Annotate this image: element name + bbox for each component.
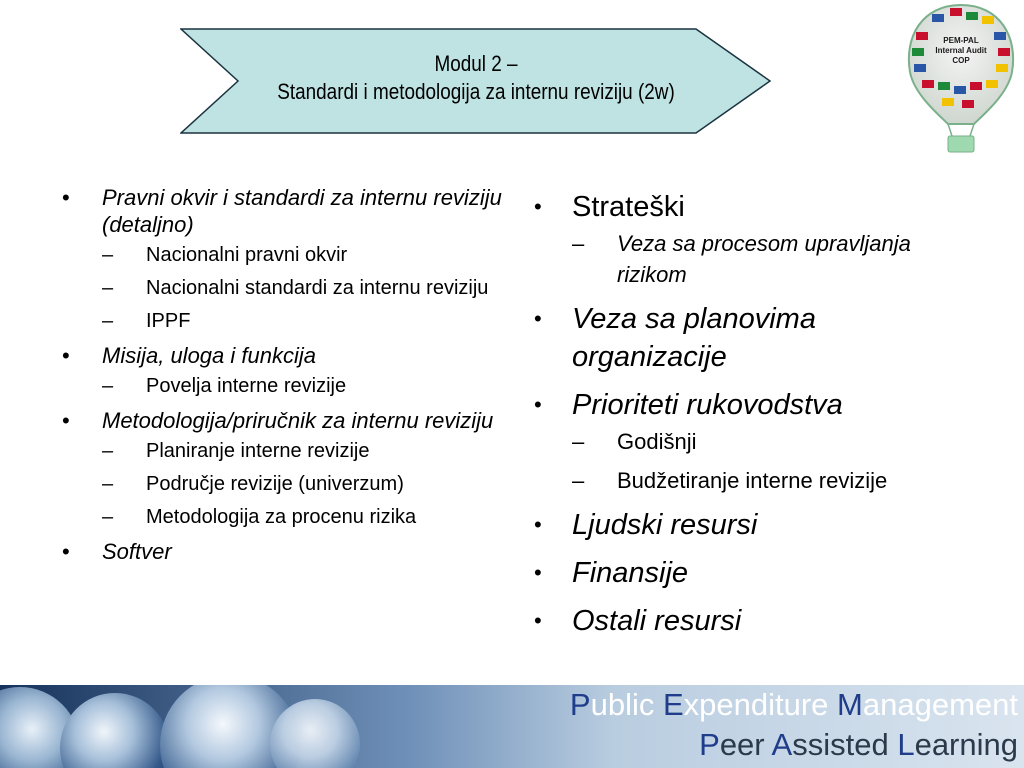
list-item [60,538,520,565]
dash-icon: – [572,231,585,256]
sub-list-item-text: Povelja interne revizije [146,375,347,397]
footer-text: eer [719,727,772,762]
dash-icon: – [102,277,114,299]
sub-list-item-text: Nacionalni pravni okvir [146,244,348,266]
sub-list-item [102,243,520,268]
bullet-icon: • [534,392,542,417]
footer-cap: P [699,727,720,762]
bullet-icon: • [534,306,542,331]
sub-list-item [572,465,950,496]
dash-icon: – [102,244,114,266]
list-item [530,386,950,496]
dash-icon: – [102,310,114,332]
bullet-icon: • [534,512,542,537]
footer-cap: E [662,687,684,722]
sub-list-item-text: Nacionalni standardi za internu reviziju [146,277,489,299]
bullet-icon: • [62,185,70,210]
sub-list-item [102,439,520,464]
list-item-text: Strateški [572,191,685,223]
bullet-icon: • [62,408,70,433]
sub-list-item [572,228,950,290]
dash-icon: – [572,468,585,493]
list-item-text: Ostali resursi [572,605,742,637]
slide-title-line2: Standardi i metodologija za internu reviziju (2w) [277,79,675,104]
balloon-icon [902,2,1020,154]
list-item-text: Metodologija/priručnik za internu reviziju [102,408,494,433]
sub-list-item [572,426,950,457]
list-item-text: Veza sa planovima organizacije [572,303,816,373]
footer-text: ublic [590,687,663,722]
bullet-icon: • [534,194,542,219]
footer-cap: P [569,687,591,722]
list-item [530,300,950,376]
bullet-icon: • [62,539,70,564]
list-item-text: Pravni okvir i standardi za internu reviziju (detaljno) [102,185,502,237]
logo-label-line1: PEM-PAL [943,36,979,45]
footer-text: anagement [862,687,1018,722]
slide-title-line1: Modul 2 – [434,51,518,76]
footer-text: earning [914,727,1018,762]
footer-cap: M [837,687,863,722]
bullet-icon: • [62,343,70,368]
dash-icon: – [572,429,585,454]
dash-icon: – [102,440,114,462]
footer-line-1 [570,687,1018,723]
list-item [530,602,950,640]
list-item [530,506,950,544]
logo-label-line2: Internal Audit [935,46,987,55]
list-item [60,407,520,530]
footer-line-2 [699,727,1018,763]
footer-cap: A [771,727,793,762]
bullet-icon: • [534,608,542,633]
sub-list-item [102,505,520,530]
list-item-text: Misija, uloga i funkcija [102,343,316,368]
footer-text: xpenditure [683,687,838,722]
title-banner [180,28,772,134]
list-item-text: Prioriteti rukovodstva [572,389,843,421]
sub-list-item [102,374,520,399]
logo-label-line3: COP [952,56,970,65]
footer-cap: L [897,727,915,762]
sub-list-item-text: IPPF [146,310,191,332]
list-item-text: Softver [102,539,172,564]
dash-icon: – [102,473,114,495]
sub-list-item [102,309,520,334]
slide-title [221,50,730,106]
sub-list-item-text: Planiranje interne revizije [146,440,370,462]
sub-list-item-text: Metodologija za procenu rizika [146,506,417,528]
sub-list-item-text: Godišnji [617,429,697,454]
list-item [60,184,520,334]
list-item [60,342,520,399]
logo-label [926,36,996,66]
sub-list-item-text: Područje revizije (univerzum) [146,473,404,495]
list-item [530,554,950,592]
list-item-text: Finansije [572,557,689,589]
left-bullet-list [60,184,520,571]
dash-icon: – [102,506,114,528]
list-item [530,188,950,290]
sub-list-item [102,472,520,497]
sub-list-item-text: Veza sa procesom upravljanja rizikom [617,231,911,287]
footer-banner [0,685,1024,768]
sub-list-item [102,276,520,301]
sub-list-item-text: Budžetiranje interne revizije [617,468,888,493]
dash-icon: – [102,375,114,397]
right-bullet-list [530,188,950,650]
pempal-logo [902,2,1020,154]
list-item-text: Ljudski resursi [572,509,758,541]
bullet-icon: • [534,560,542,585]
footer-text: ssisted [792,727,898,762]
